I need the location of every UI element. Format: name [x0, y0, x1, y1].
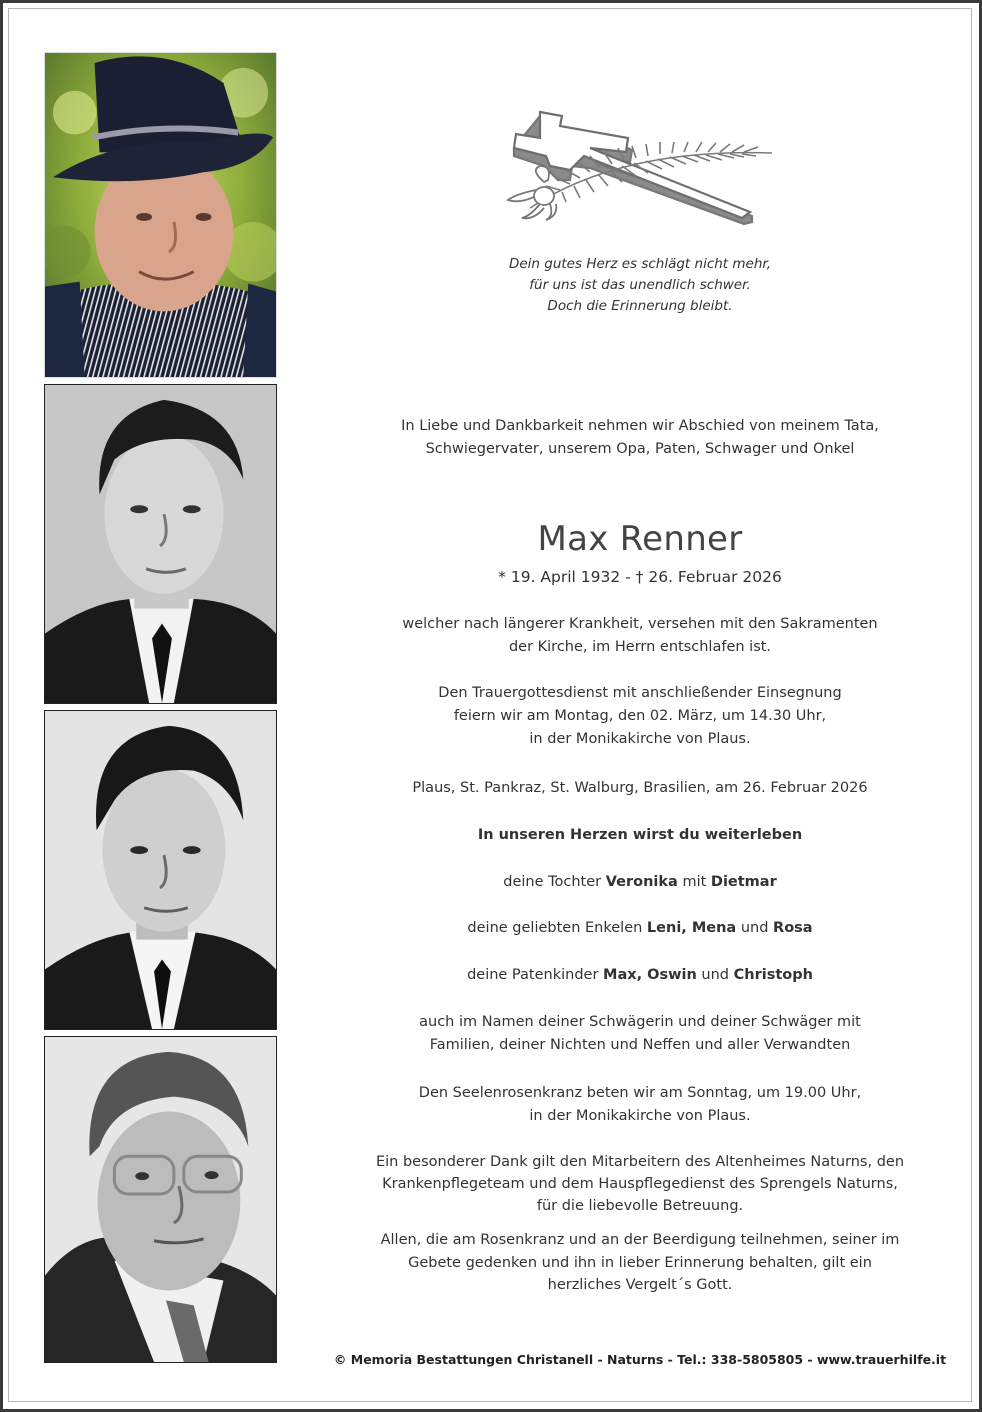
rosary-line: Den Seelenrosenkranz beten wir am Sonntag, um 19.00 Uhr,	[418, 1085, 862, 1101]
closing-line: Gebete gedenken und ihn in lieber Erinnerung behalten, gilt ein	[408, 1254, 872, 1271]
mourner-text: und	[696, 967, 734, 983]
closing-text	[330, 1229, 950, 1297]
thanks-text	[330, 1151, 950, 1217]
portrait-young-man-icon	[45, 385, 276, 703]
quote-line: Doch die Erinnerung bleibt.	[547, 298, 733, 314]
funeral-line: Den Trauergottesdienst mit anschließender Einsegnung	[438, 685, 842, 701]
thanks-line: für die liebevolle Betreuung.	[536, 1198, 744, 1214]
rosary-info	[330, 1082, 950, 1128]
thanks-line: Krankenpflegeteam und dem Hauspflegedienst des Sprengels Naturns,	[382, 1176, 898, 1192]
funeral-line: feiern wir am Montag, den 02. März, um 14.30 Uhr,	[453, 708, 827, 724]
cross-with-palm-emblem	[500, 108, 780, 228]
rosary-line: in der Monikakirche von Plaus.	[529, 1108, 751, 1124]
mourner-name: Veronika	[605, 874, 678, 890]
mourner-text: deine geliebten Enkelen	[467, 920, 647, 936]
death-note-line: der Kirche, im Herrn entschlafen ist.	[508, 639, 772, 655]
mourner-text: und	[736, 920, 774, 936]
quote-line: Dein gutes Herz es schlägt nicht mehr,	[508, 256, 772, 272]
portrait-elderly-hat-icon	[45, 53, 276, 377]
mourner-name: Rosa	[773, 920, 813, 936]
footer-credit: © Memoria Bestattungen Christanell - Naturns - Tel.: 338-5805805 - www.trauerhilfe.it	[333, 1352, 947, 1367]
funeral-line: in der Monikakirche von Plaus.	[529, 731, 751, 747]
mourner-name: Christoph	[733, 967, 813, 983]
funeral-info	[330, 682, 950, 751]
intro-line: In Liebe und Dankbarkeit nehmen wir Abschied von meinem Tata,	[401, 418, 879, 434]
intro-line: Schwiegervater, unserem Opa, Paten, Schwager und Onkel	[425, 441, 855, 457]
cross-with-palm-branch-icon	[500, 108, 780, 228]
photo-middle-aged-man	[44, 710, 277, 1030]
life-dates: * 19. April 1932 - † 26. Februar 2026	[498, 568, 782, 586]
mourner-godchildren	[330, 964, 950, 987]
photo-elderly-hat	[44, 52, 277, 378]
intro-text	[330, 415, 950, 461]
mourner-name: Max, Oswin	[603, 967, 697, 983]
thanks-line: Ein besonderer Dank gilt den Mitarbeitern des Altenheimes Naturns, den	[375, 1154, 905, 1170]
mourner-relatives	[330, 1011, 950, 1057]
relatives-line: auch im Namen deiner Schwägerin und deiner Schwäger mit	[419, 1014, 861, 1030]
closing-line: Allen, die am Rosenkranz und an der Beerdigung teilnehmen, seiner im	[380, 1232, 900, 1248]
place-and-date: Plaus, St. Pankraz, St. Walburg, Brasilien, am 26. Februar 2026	[412, 780, 868, 796]
portrait-middle-aged-man-icon	[45, 711, 276, 1029]
mourner-text: mit	[677, 874, 711, 890]
portrait-older-man-glasses-icon	[45, 1037, 276, 1362]
motto: In unseren Herzen wirst du weiterleben	[477, 827, 803, 843]
death-note	[330, 613, 950, 659]
relatives-line: Familien, deiner Nichten und Neffen und aller Verwandten	[429, 1037, 851, 1053]
photo-older-man-glasses	[44, 1036, 277, 1363]
mourner-text: deine Tochter	[503, 874, 606, 890]
memorial-quote	[485, 254, 795, 317]
photo-young-man	[44, 384, 277, 704]
closing-line: herzliches Vergelt´s Gott.	[547, 1277, 733, 1293]
mourner-daughter	[330, 871, 950, 894]
quote-line: für uns ist das unendlich schwer.	[529, 277, 751, 293]
mourner-name: Dietmar	[710, 874, 777, 890]
mourner-name: Leni, Mena	[646, 920, 737, 936]
death-note-line: welcher nach längerer Krankheit, versehen mit den Sakramenten	[402, 616, 878, 632]
mourner-grandchildren	[330, 917, 950, 940]
mourner-text: deine Patenkinder	[467, 967, 604, 983]
deceased-name: Max Renner	[537, 519, 743, 559]
